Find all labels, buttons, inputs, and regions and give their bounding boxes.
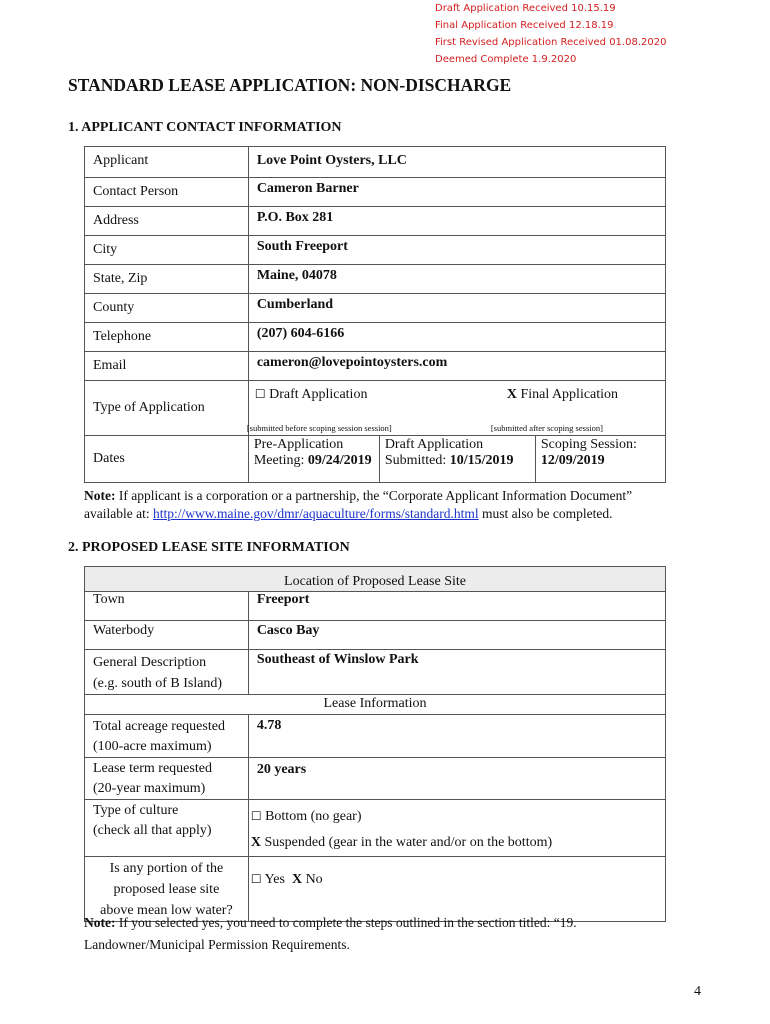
section-1-heading: 1. APPLICANT CONTACT INFORMATION bbox=[68, 120, 342, 135]
table-row bbox=[85, 758, 666, 800]
note-tail: must also be completed. bbox=[478, 506, 613, 521]
city-value: South Freeport bbox=[248, 236, 665, 265]
table-row bbox=[85, 352, 666, 381]
applicant-contact-table bbox=[84, 146, 666, 483]
receipt-stamp bbox=[435, 0, 666, 68]
page-title: STANDARD LEASE APPLICATION: NON-DISCHARGE bbox=[68, 75, 512, 95]
no-checkmark[interactable]: X bbox=[291, 872, 303, 887]
lease-site-table bbox=[84, 566, 666, 922]
culture-type-title: Type of culture bbox=[93, 803, 179, 818]
type-of-application-options bbox=[248, 381, 665, 436]
section-2-heading: 2. PROPOSED LEASE SITE INFORMATION bbox=[68, 540, 350, 555]
question-line: Is any portion of the bbox=[109, 861, 224, 876]
note-label: Note: bbox=[84, 915, 116, 930]
stamp-line: Draft Application Received 10.15.19 bbox=[435, 3, 616, 14]
address-value: P.O. Box 281 bbox=[248, 207, 665, 236]
waterbody-label: Waterbody bbox=[85, 621, 249, 650]
applicant-value: Love Point Oysters, LLC bbox=[248, 147, 665, 178]
county-value: Cumberland bbox=[248, 294, 665, 323]
note-text: If applicant is a corporation or a partnership, the “Corporate Applicant Information Document” available at: bbox=[84, 488, 633, 521]
table-row bbox=[85, 715, 666, 758]
general-description-value: Southeast of Winslow Park bbox=[248, 650, 665, 695]
culture-type-label bbox=[85, 800, 249, 857]
culture-type-options bbox=[248, 800, 665, 857]
general-description-label bbox=[85, 650, 249, 695]
county-label: County bbox=[85, 294, 249, 323]
note-label: Note: bbox=[84, 488, 116, 503]
town-value: Freeport bbox=[248, 592, 665, 621]
acreage-label bbox=[85, 715, 249, 758]
table-row bbox=[85, 294, 666, 323]
page-number: 4 bbox=[694, 984, 701, 999]
pre-application-label: Pre-Application bbox=[253, 437, 344, 452]
note-text: If you selected yes, you need to complete the steps outlined in the section titled: “19. Landowner/Municipal Permission Requirements. bbox=[84, 915, 577, 952]
table-row bbox=[85, 381, 666, 436]
general-description-example: (e.g. south of B Island) bbox=[93, 676, 223, 691]
email-value: cameron@lovepointoysters.com bbox=[248, 352, 665, 381]
section-1-note bbox=[84, 487, 664, 523]
yes-checkbox[interactable]: ☐ bbox=[250, 872, 262, 886]
standard-form-link[interactable]: http://www.maine.gov/dmr/aquaculture/forms/standard.html bbox=[152, 506, 479, 521]
draft-submitted-date: 10/15/2019 bbox=[449, 453, 514, 468]
table-row bbox=[85, 567, 666, 592]
no-label: No bbox=[305, 872, 323, 887]
state-zip-value: Maine, 04078 bbox=[248, 265, 665, 294]
table-row bbox=[85, 650, 666, 695]
contact-person-label: Contact Person bbox=[85, 178, 249, 207]
table-row bbox=[85, 323, 666, 352]
final-note: [submitted after scoping session] bbox=[490, 423, 603, 433]
section-2-note bbox=[84, 912, 644, 956]
lease-info-header: Lease Information bbox=[85, 695, 666, 715]
bottom-checkbox[interactable]: ☐ bbox=[250, 809, 262, 823]
state-zip-label: State, Zip bbox=[85, 265, 249, 294]
draft-note: [submitted before scoping session session] bbox=[246, 423, 392, 433]
suspended-checkmark[interactable]: X bbox=[250, 835, 261, 850]
pre-application-cell bbox=[249, 436, 380, 482]
question-line: above mean low water? bbox=[100, 903, 233, 918]
final-checkmark[interactable]: X bbox=[506, 387, 517, 402]
table-row bbox=[85, 236, 666, 265]
draft-application-cell bbox=[380, 436, 536, 482]
table-row bbox=[85, 265, 666, 294]
general-description-title: General Description bbox=[93, 655, 207, 670]
table-row bbox=[85, 695, 666, 715]
table-row bbox=[85, 178, 666, 207]
pre-application-meeting-label: Meeting: bbox=[253, 453, 308, 468]
telephone-label: Telephone bbox=[85, 323, 249, 352]
draft-checkbox[interactable]: ☐ bbox=[254, 387, 266, 401]
lease-term-limit: (20-year maximum) bbox=[93, 781, 206, 796]
dates-cells bbox=[248, 436, 665, 483]
draft-application-date-label: Draft Application bbox=[384, 437, 484, 452]
acreage-value: 4.78 bbox=[248, 715, 665, 758]
question-line: proposed lease site bbox=[113, 882, 220, 897]
stamp-line: First Revised Application Received 01.08.2020 bbox=[435, 37, 667, 48]
culture-type-hint: (check all that apply) bbox=[93, 823, 212, 838]
stamp-line: Final Application Received 12.18.19 bbox=[435, 20, 614, 31]
table-row bbox=[85, 207, 666, 236]
lease-term-label bbox=[85, 758, 249, 800]
table-row bbox=[85, 800, 666, 857]
contact-person-value: Cameron Barner bbox=[248, 178, 665, 207]
draft-application-label: Draft Application bbox=[269, 387, 368, 402]
stamp-line: Deemed Complete 1.9.2020 bbox=[435, 54, 577, 65]
yes-label: Yes bbox=[264, 872, 285, 887]
email-label: Email bbox=[85, 352, 249, 381]
location-header: Location of Proposed Lease Site bbox=[85, 567, 666, 592]
city-label: City bbox=[85, 236, 249, 265]
table-row bbox=[85, 436, 666, 483]
scoping-session-label: Scoping Session: bbox=[540, 437, 637, 452]
lease-term-title: Lease term requested bbox=[93, 761, 212, 776]
address-label: Address bbox=[85, 207, 249, 236]
table-row bbox=[85, 592, 666, 621]
dates-label: Dates bbox=[85, 436, 249, 483]
draft-submitted-label: Submitted: bbox=[384, 453, 450, 468]
applicant-label: Applicant bbox=[85, 147, 249, 178]
bottom-option-label: Bottom (no gear) bbox=[265, 809, 362, 824]
waterbody-value: Casco Bay bbox=[248, 621, 665, 650]
scoping-session-date: 12/09/2019 bbox=[540, 453, 605, 468]
lease-term-value: 20 years bbox=[248, 758, 665, 800]
town-label: Town bbox=[85, 592, 249, 621]
pre-application-date: 09/24/2019 bbox=[307, 453, 372, 468]
acreage-title: Total acreage requested bbox=[93, 719, 225, 734]
table-row bbox=[85, 621, 666, 650]
scoping-session-cell bbox=[536, 436, 665, 482]
suspended-option-label: Suspended (gear in the water and/or on the bottom) bbox=[264, 835, 553, 850]
type-of-application-label: Type of Application bbox=[85, 381, 249, 436]
acreage-limit: (100-acre maximum) bbox=[93, 739, 212, 754]
final-application-label: Final Application bbox=[520, 387, 619, 402]
telephone-value: (207) 604-6166 bbox=[248, 323, 665, 352]
table-row bbox=[85, 147, 666, 178]
